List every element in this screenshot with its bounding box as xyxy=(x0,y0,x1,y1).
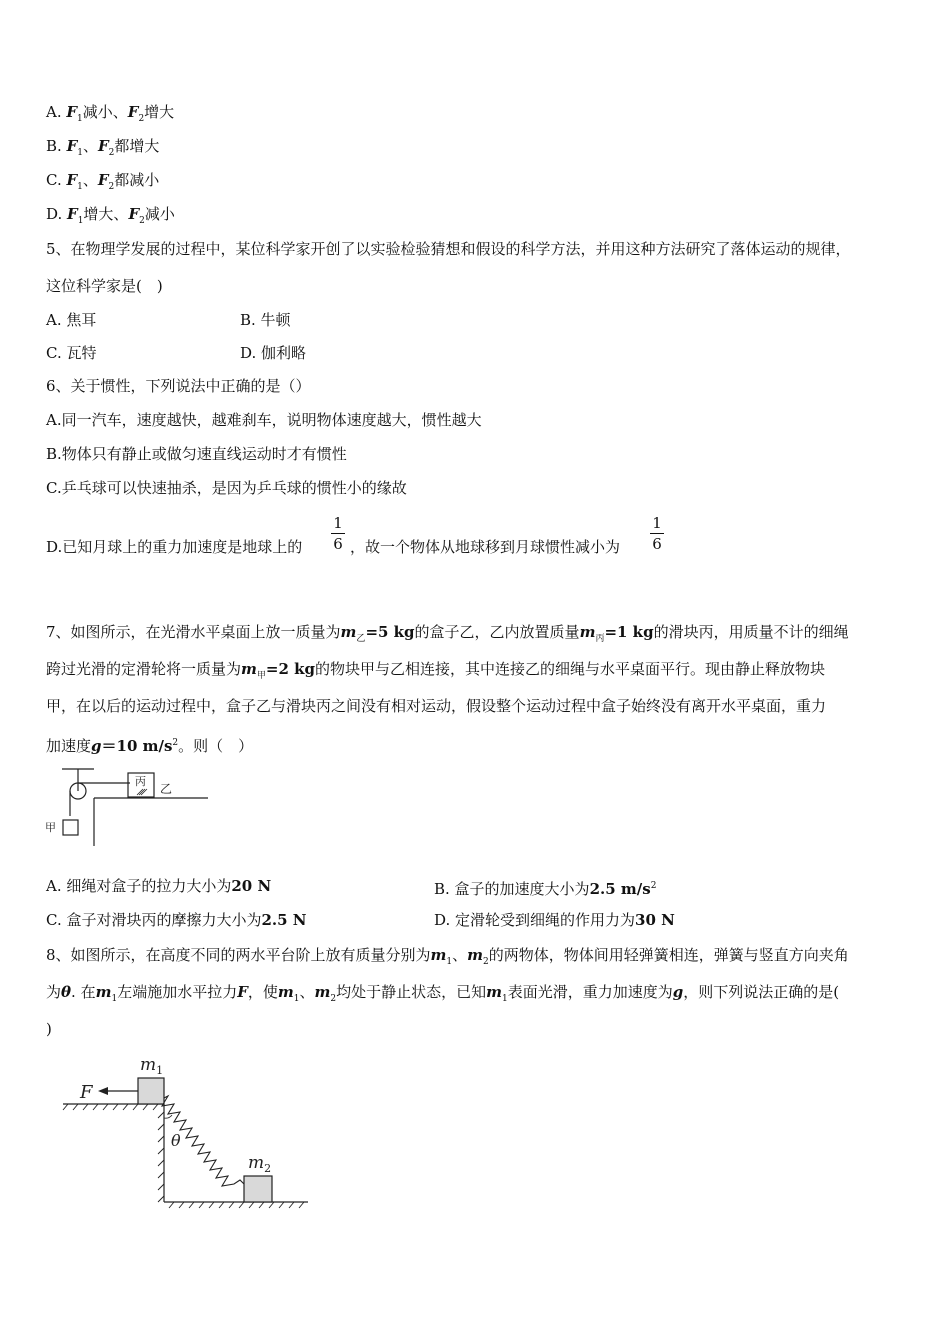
pulley-diagram xyxy=(40,764,220,854)
label-m2: $m_2$ xyxy=(248,1153,272,1175)
q5-option-a: A. 焦耳 xyxy=(46,311,97,329)
q5-option-c: C. 瓦特 xyxy=(46,344,97,362)
q8-stem-line1: 8、如图所示，在高度不同的两水平台阶上放有质量分别为$m_1$、$m_2$的两物体，物体间用轻弹簧相连，弹簧与竖直方向夹角 xyxy=(46,946,849,967)
q8-stem-line3: ) xyxy=(46,1020,52,1038)
label-force-f: F xyxy=(80,1082,93,1103)
label-yi: 乙 xyxy=(160,782,173,796)
option-c: C. $F_1$、$F_2$都减小 xyxy=(46,171,160,192)
q8-stem-line2: 为θ. 在$m_1$左端施加水平拉力F，使$m_1$、$m_2$均处于静止状态，已知$m_1$表面光滑，重力加速度为g，则下列说法正确的是( xyxy=(46,983,840,1004)
q5-stem-line2: 这位科学家是( ) xyxy=(46,277,163,295)
q7-option-d: D. 定滑轮受到细绳的作用力为30 N xyxy=(434,911,675,929)
label-jia: 甲 xyxy=(45,821,56,834)
q7-stem-line1: 7、如图所示，在光滑水平桌面上放一质量为$m_乙=5$ kg的盒子乙，乙内放置质量$m_丙=1$ kg的滑块丙，用质量不计的细绳 xyxy=(46,623,849,644)
option-d: D. $F_1$增大、$F_2$减小 xyxy=(46,205,175,226)
q7-stem-line4: 加速度g＝10 $m/s^2$。则（ ） xyxy=(46,737,254,755)
label-m1: $m_1$ xyxy=(140,1055,164,1077)
q6-stem: 6、关于惯性，下列说法中正确的是（） xyxy=(46,377,311,395)
q5-stem-line1: 5、在物理学发展的过程中，某位科学家开创了以实验检验猜想和假设的科学方法，并用这种方法研究了落体运动的规律， xyxy=(46,240,851,258)
q7-stem-line3: 甲，在以后的运动过程中，盒子乙与滑块丙之间没有相对运动，假设整个运动过程中盒子始终没有离开水平桌面，重力 xyxy=(46,697,827,715)
option-a: A. $F_1$减小、$F_2$增大 xyxy=(46,103,175,124)
fraction-one-sixth: $\frac{1}{6}$ xyxy=(331,513,345,554)
q7-option-b: B. 盒子的加速度大小为2.5 $m/s^2$ xyxy=(434,880,657,898)
q7-option-a: A. 细绳对盒子的拉力大小为20 N xyxy=(46,877,272,895)
spring-steps-diagram xyxy=(58,1052,318,1212)
q7-stem-line2: 跨过光滑的定滑轮将一质量为$m_甲=2$ kg的物块甲与乙相连接，其中连接乙的细绳与水平桌面平行。现由静止释放物块 xyxy=(46,660,826,681)
option-b: B. $F_1$、$F_2$都增大 xyxy=(46,137,160,158)
label-bing: 丙 xyxy=(135,775,146,788)
label-theta: θ xyxy=(171,1131,181,1150)
q6-option-b: B.物体只有静止或做匀速直线运动时才有惯性 xyxy=(46,445,347,463)
q5-option-b: B. 牛顿 xyxy=(240,311,291,329)
q6-option-d-part1: D.已知月球上的重力加速度是地球上的 xyxy=(46,538,303,556)
q7-option-c: C. 盒子对滑块丙的摩擦力大小为2.5 N xyxy=(46,911,307,929)
q6-option-c: C.乒乓球可以快速抽杀，是因为乒乓球的惯性小的缘故 xyxy=(46,479,407,497)
q5-option-d: D. 伽利略 xyxy=(240,344,307,362)
fraction-one-sixth-2: $\frac{1}{6}$ xyxy=(650,513,664,554)
q6-option-a: A.同一汽车，速度越快，越难刹车，说明物体速度越大，惯性越大 xyxy=(46,411,482,429)
q6-option-d-part2: ，故一个物体从地球移到月球惯性减小为 xyxy=(350,538,621,556)
